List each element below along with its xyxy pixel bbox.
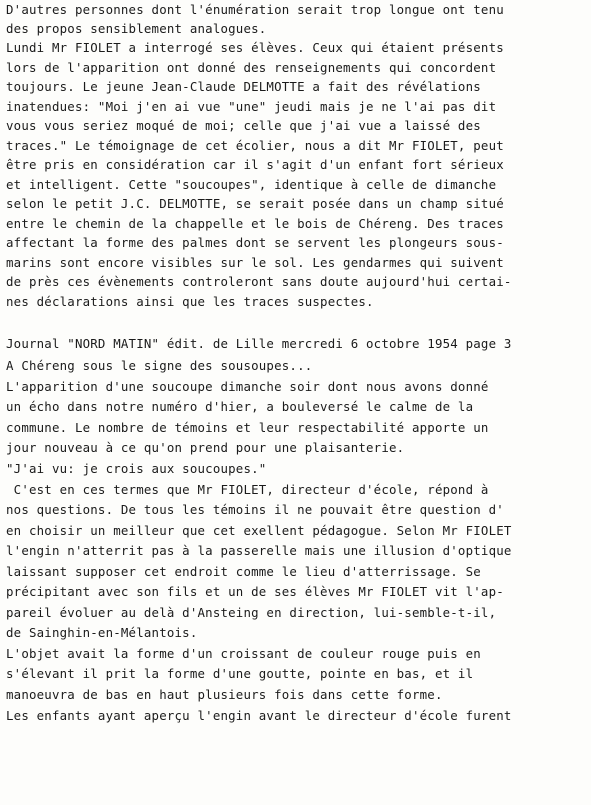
quote-line: "J'ai vu: je crois aux soucoupes." — [6, 461, 267, 476]
text-line: nes déclarations ainsi que les traces suspectes. — [6, 294, 374, 309]
text-line: lors de l'apparition ont donné des renseignements qui concordent — [6, 60, 497, 75]
text-line: des propos sensiblement analogues. — [6, 21, 267, 36]
text-line: L'objet avait la forme d'un croissant de couleur rouge puis en — [6, 646, 481, 661]
text-line: C'est en ces termes que Mr FIOLET, directeur d'école, répond à — [6, 482, 489, 497]
blank-line — [0, 314, 10, 330]
text-line: marins sont encore visibles sur le sol. Les gendarmes qui suivent — [6, 255, 504, 270]
source-line: Journal "NORD MATIN" édit. de Lille mercredi 6 octobre 1954 page 3 — [6, 336, 512, 351]
text-line: en choisir un meilleur que cet exellent pédagogue. Selon Mr FIOLET — [6, 523, 512, 538]
text-line: L'apparition d'une soucoupe dimanche soir dont nous avons donné — [6, 379, 489, 394]
text-line: affectant la forme des palmes dont se servent les plongeurs sous- — [6, 235, 504, 250]
text-line: traces." Le témoignage de cet écolier, nous a dit Mr FIOLET, peut — [6, 138, 504, 153]
text-line: pareil évoluer au delà d'Ansteing en direction, lui-semble-t-il, — [6, 605, 497, 620]
text-line: commune. Le nombre de témoins et leur respectabilité apporte un — [6, 420, 489, 435]
text-line: inatendues: "Moi j'en ai vue "une" jeudi mais je ne l'ai pas dit — [6, 99, 497, 114]
text-line: entre le chemin de la chappelle et le bois de Chéreng. Des traces — [6, 216, 504, 231]
text-line: vous vous seriez moqué de moi; celle que j'ai vue a laissé des — [6, 118, 481, 133]
text-line: Les enfants ayant aperçu l'engin avant le directeur d'école furent — [6, 708, 512, 723]
text-line: un écho dans notre numéro d'hier, a bouleversé le calme de la — [6, 399, 474, 414]
text-line: laissant supposer cet endroit comme le lieu d'atterrissage. Se — [6, 564, 481, 579]
headline: A Chéreng sous le signe des sousoupes... — [6, 358, 313, 373]
text-line: nos questions. De tous les témoins il ne pouvait être question d' — [6, 502, 504, 517]
text-line: de près ces évènements controleront sans doute aujourd'hui certai- — [6, 274, 512, 289]
text-line: de Sainghin-en-Mélantois. — [6, 625, 198, 640]
text-line: l'engin n'atterrit pas à la passerelle mais une illusion d'optique — [6, 543, 512, 558]
text-line: précipitant avec son fils et un de ses élèves Mr FIOLET vit l'ap- — [6, 584, 504, 599]
text-line: être pris en considération car il s'agit d'un enfant fort sérieux — [6, 157, 504, 172]
text-line: manoeuvra de bas en haut plusieurs fois dans cette forme. — [6, 687, 443, 702]
text-line: selon le petit J.C. DELMOTTE, se serait posée dans un champ situé — [6, 196, 504, 211]
text-line: toujours. Le jeune Jean-Claude DELMOTTE a fait des révélations — [6, 79, 481, 94]
text-line: s'élevant il prit la forme d'une goutte, pointe en bas, et il — [6, 666, 474, 681]
text-line: et intelligent. Cette "soucoupes", identique à celle de dimanche — [6, 177, 497, 192]
text-line: Lundi Mr FIOLET a interrogé ses élèves. Ceux qui étaient présents — [6, 40, 504, 55]
text-line: D'autres personnes dont l'énumération serait trop longue ont tenu — [6, 2, 504, 17]
text-line: jour nouveau à ce qu'on prend pour une plaisanterie. — [6, 440, 405, 455]
